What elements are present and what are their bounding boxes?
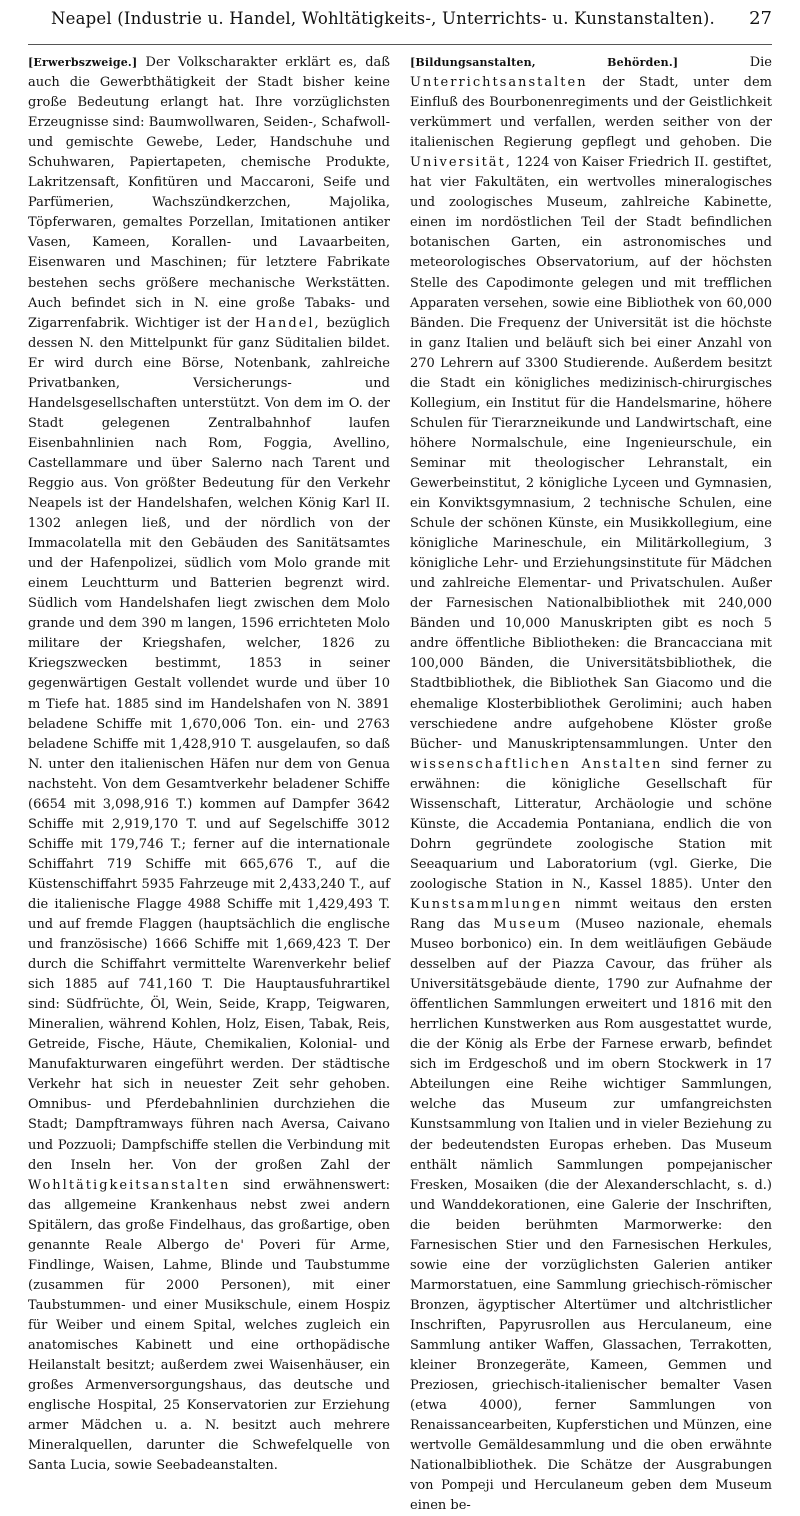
body-text: Der Volkscharakter erklärt es, daß auch die Gewerbthätigkeit der Stadt bisher keine große Bedeutung erlangt hat. Ihre vorzüglichsten Erzeugnisse sind: Baumwollwaren, Seiden-, Schafwoll- und gemischte Gewebe, Leder, Handschuhe und Schuhwaren, Papiertapeten, chemische Produkte, Lakritzensaft, Konfitüren und Maccaroni, Seife und Parfümerien, Wachszündkerzchen, Majolika, Töpferwaren, gemaltes Porzellan, Imitationen antiker Vasen, Kameen, Korallen- und Lavaarbeiten, Eisenwaren und Maschinen; für letztere Fabrikate bestehen sechs größere mechanische Werkstätten. Auch befindet sich in N. eine große Tabaks- und Zigarrenfabrik. Wichtiger ist der [28,55,390,331]
section-label: [Bildungsanstalten, Behörden.] [410,56,679,69]
body-text: bezüglich dessen N. den Mittelpunkt für ganz Süditalien bildet. Er wird durch eine Börse, Notenbank, zahlreiche Privatbanken, Versicherungs- und Handelsgesellschaften unterstützt. Von dem im O. der Stadt gelegenen Zentralbahnhof laufen Eisenbahnlinien nach Rom, Foggia, Avellino, Castellammare und über Salerno nach Tarent und Reggio aus. Von größter Bedeutung für den Verkehr Neapels ist der Handelshafen, welchen König Karl II. 1302 anlegen ließ, und der nördlich von der Immacolatella mit den Gebäuden des Sanitätsamtes und der Hafenpolizei, südlich vom Molo grande mit einem Leuchtturm und Batterien begrenzt wird. Südlich vom Handelshafen liegt zwischen dem Molo grande und dem 390 m langen, 1596 errichteten Molo militare der Kriegshafen, welcher, 1826 zu Kriegszwecken bestimmt, 1853 in seiner gegenwärtigen Gestalt vollendet wurde und über 10 m Tiefe hat. 1885 sind im Handelshafen von N. 3891 beladene Schiffe mit 1,670,006 Ton. ein- und 2763 beladene Schiffe mit 1,428,910 T. ausgelaufen, so daß N. unter den italienischen Häfen nur dem von Genua nachsteht. Von dem Gesamtverkehr beladener Schiffe (6654 mit 3,098,916 T.) kommen auf Dampfer 3642 Schiffe mit 2,919,170 T. und auf Segelschiffe 3012 Schiffe mit 179,746 T.; ferner auf die internationale Schiffahrt 719 Schiffe mit 665,676 T., auf die Küstenschiffahrt 5935 Fahrzeuge mit 2,433,240 T., auf die italienische Flagge 4988 Schiffe mit 1,429,493 T. und auf fremde Flaggen (hauptsächlich die englische und französische) 1666 Schiffe mit 1,669,423 T. Der durch die Schiffahrt vermittelte Warenverkehr belief sich 1885 auf 741,160 T. Die Hauptausfuhrartikel sind: Südfrüchte, Öl, Wein, Seide, Krapp, Teigwaren, Mineralien, während Kohlen, Holz, Eisen, Tabak, Reis, Getreide, Fische, Häute, Chemikalien, Kolonial- und Manufakturwaren eingeführt werden. Der städtische Verkehr hat sich in neuester Zeit sehr gehoben. Omnibus- und Pferdebahnlinien durchziehen die Stadt; Dampftramways führen nach Aversa, Caivano und Pozzuoli; Dampfschiffe stellen die Verbindung mit den Inseln her. Von der großen Zahl der [28,315,390,1173]
emphasis-term: Kunstsammlungen [410,896,563,912]
emphasis-term: wissenschaftlichen Anstalten [410,756,663,772]
body-text: Die [749,55,772,70]
body-text: sind erwähnenswert: das allgemeine Krankenhaus nebst zwei andern Spitälern, das große Findelhaus, das großartige, oben genannte Reale Albergo de' Poveri für Arme, Findlinge, Waisen, Lahme, Blinde und Taubstumme (zusammen für 2000 Personen), mit einer Taubstummen- und einer Musikschule, einem Hospiz für Weiber und einem Spital, welches zugleich ein anatomisches Kabinett und eine orthopädische Heilanstalt besitzt; außerdem zwei Waisenhäuser, ein großes Armenversorgungshaus, das deutsche und englische Hospital, 25 Konservatorien zur Erziehung armer Mädchen u. a. N. besitzt auch mehrere Mineralquellen, darunter die Schwefelquelle von Santa Lucia, sowie Seebadeanstalten. [28,1177,390,1474]
body-text: (Museo nazionale, ehemals Museo borbonico) ein. In dem weitläufigen Gebäude desselben auf der Piazza Cavour, das früher als Universitätsgebäude diente, 1790 zur Aufnahme der öffentlichen Sammlungen erweitert und 1816 mit den herrlichen Kunstwerken aus Rom ausgestattet wurde, die der König als Erbe der Farnese erwarb, befindet sich im Erdgeschoß und im obern Stockwerk in 17 Abteilungen eine Reihe wichtiger Sammlungen, welche das Museum zur umfangreichsten Kunstsammlung von Italien und in vieler Beziehung zu der bedeutendsten Europas erheben. Das Museum enthält nämlich Sammlungen pompejanischer Fresken, Mosaiken (die der Alexanderschlacht, s. d.) und Wanddekorationen, eine Galerie der Inschriften, die beiden berühmten Marmorwerke: den Farnesischen Stier und den Farnesischen Herkules, sowie eine der vorzüglichsten Galerien antiker Marmorstatuen, eine Sammlung griechisch-römischer Bronzen, ägyptischer Altertümer und altchristlicher Inschriften, Papyrusrollen aus Herculaneum, eine Sammlung antiker Waffen, Glassachen, Terrakotten, kleiner Bronzegeräte, Kameen, Gemmen und Preziosen, griechisch-italienischer bemalter Vasen (etwa 4000), ferner Sammlungen von Renaissancearbeiten, Kupferstichen und Münzen, eine wertvolle Gemäldesammlung und die oben erwähnte Nationalbibliothek. Die Schätze der Ausgrabungen von Pompeji und Herculaneum geben dem Museum einen be- [410,917,772,1514]
running-header [28,8,772,45]
emphasis-term: Handel, [254,315,321,331]
text-columns [28,53,773,1514]
emphasis-term: Museum [493,917,563,933]
right-column [410,53,773,1514]
header-title: Neapel (Industrie u. Handel, Wohltätigkeits-, Unterrichts- u. Kunstanstalten). [51,9,715,28]
paragraph-erwerbszweige [28,53,390,1476]
body-text: sind ferner zu erwähnen: die königliche Gesellschaft für Wissenschaft, Litteratur, Archäologie und schöne Künste, die Accademia Pontaniana, endlich die von Dohrn gegründete zoologische Station mit Seeaquarium und Laboratorium (vgl. Gierke, Die zoologische Station in N., Kassel 1885). Unter den [410,756,773,892]
emphasis-term: Universität, [410,155,512,171]
body-text: 1224 von Kaiser Friedrich II. gestiftet, hat vier Fakultäten, ein wertvolles mineralogisches und zoologisches Museum, zahlreiche Kabinette, einen im nordöstlichen Teil der Stadt befindlichen botanischen Garten, ein astronomisches und meteorologisches Observatorium, auf der höchsten Stelle des Capodimonte gelegen und mit trefflichen Apparaten versehen, sowie eine Bibliothek von 60,000 Bänden. Die Frequenz der Universität ist die höchste in ganz Italien und beläuft sich bei einer Anzahl von 270 Lehrern auf 3300 Studierende. Außerdem besitzt die Stadt ein königliches medizinisch-chirurgisches Kollegium, ein Institut für die Handelsmarine, höhere Schulen für Tierarzneikunde und Landwirtschaft, eine höhere Normalschule, eine Ingenieurschule, ein Seminar mit theologischer Lehranstalt, ein Gewerbeinstitut, 2 königliche Lyceen und Gymnasien, ein Konviktsgymnasium, 2 technische Schulen, eine Schule der schönen Künste, ein Musikkollegium, eine königliche Marineschule, ein Militärkollegium, 3 königliche Lehr- und Erziehungsinstitute für Mädchen und zahlreiche Elementar- und Privatschulen. Außer der Farnesischen Nationalbibliothek mit 240,000 Bänden und 10,000 Manuskripten gibt es noch 5 andre öffentliche Bibliotheken: die Brancacciana mit 100,000 Bänden, die Universitätsbibliothek, die Stadtbibliothek, die Bibliothek San Giacomo und die ehemalige Klosterbibliothek Gerolimini; auch haben verschiedene andre aufgehobene Klöster große Bücher- und Manuskriptensammlungen. Unter den [410,155,772,752]
body-text: nimmt weitaus den ersten Rang das [410,896,773,933]
emphasis-term: Unterrichtsanstalten [410,75,588,91]
paragraph-bildungsanstalten [410,53,772,1516]
body-text: der Stadt, unter dem Einfluß des Bourbonenregiments und der Geistlichkeit verkümmert und verfallen, werden seither von der italienischen Regierung gepflegt und gehoben. Die [410,75,772,151]
section-label: [Erwerbszweige.] [28,56,138,69]
left-column [28,53,390,1474]
emphasis-term: Wohltätigkeitsanstalten [28,1177,231,1193]
page-number: 27 [749,8,772,29]
